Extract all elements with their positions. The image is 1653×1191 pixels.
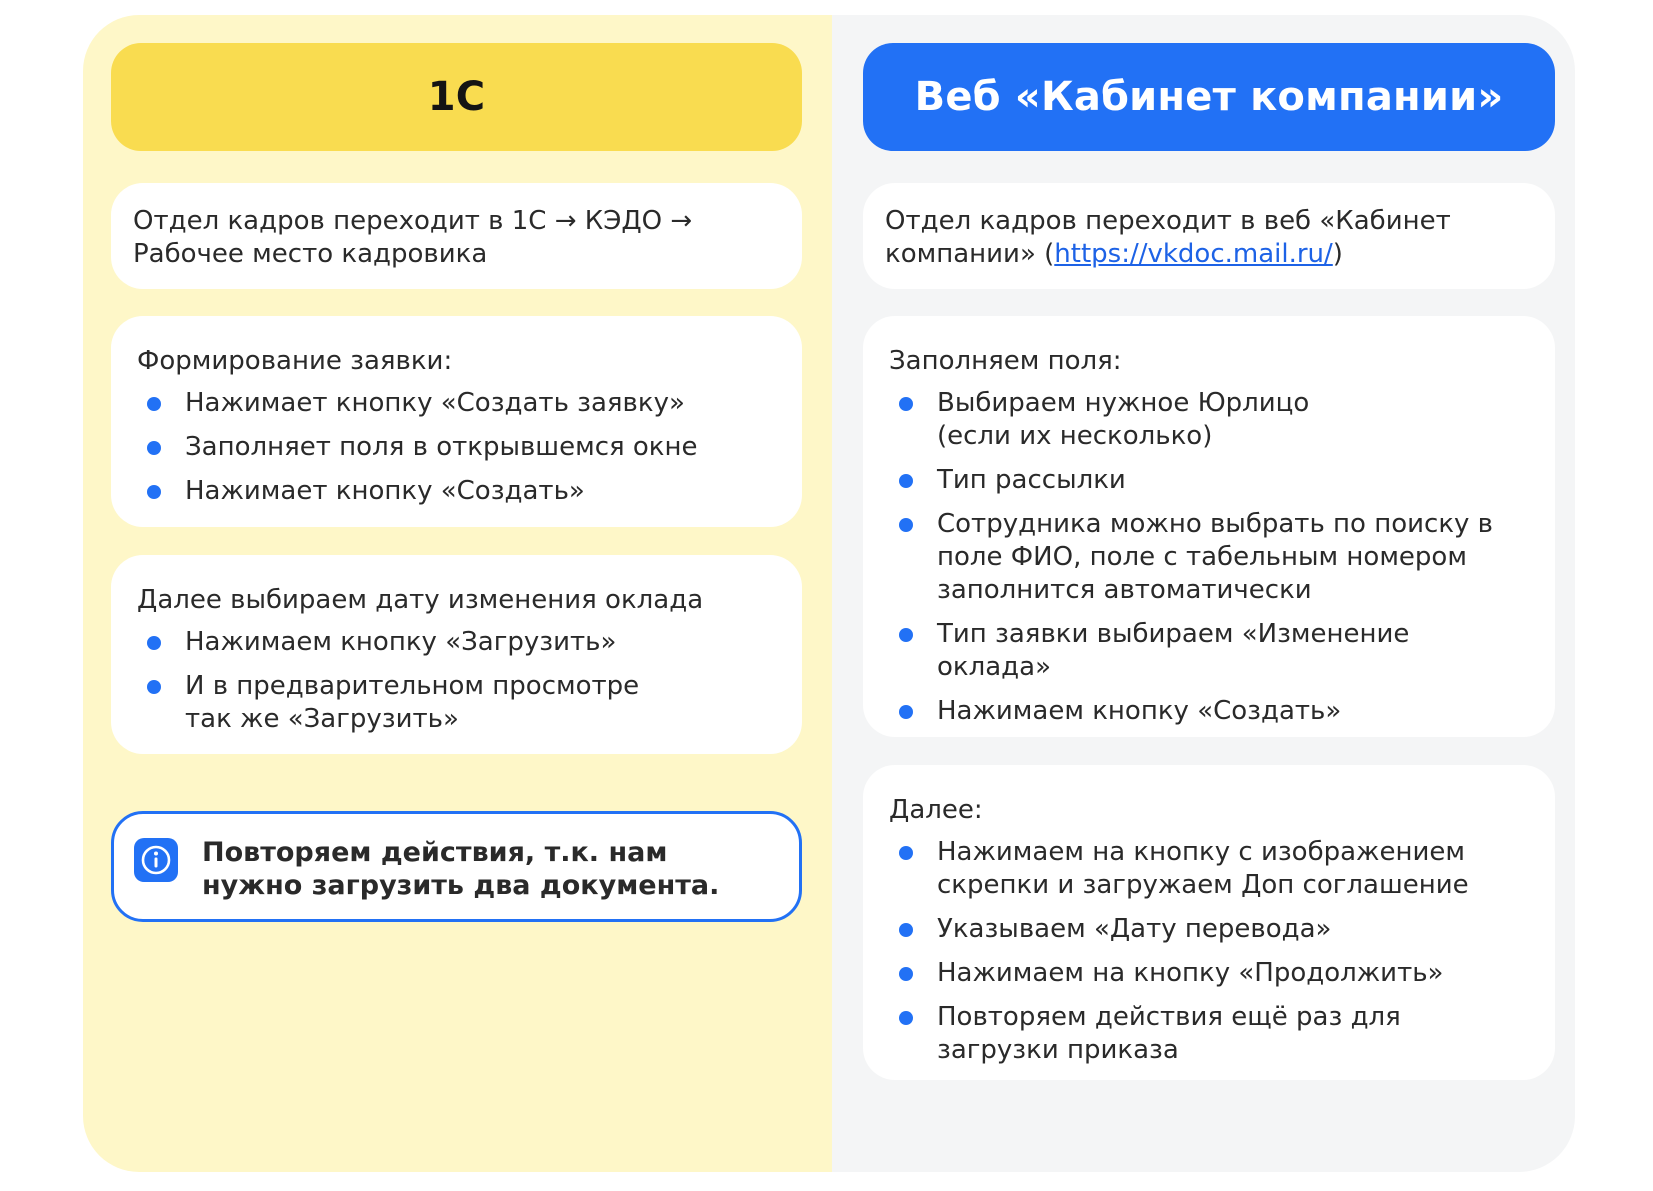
bullet-list xyxy=(137,626,778,736)
navigation-text: Отдел кадров переходит в веб «Кабинет компании» (https://vkdoc.mail.ru/) xyxy=(885,206,1451,269)
card-1c-navigation xyxy=(111,183,802,289)
info-callout xyxy=(111,811,802,922)
column-1c xyxy=(83,15,832,1172)
bullet-dot xyxy=(899,628,913,642)
card-web-navigation xyxy=(863,183,1555,289)
list-item: Нажимаем кнопку «Загрузить» xyxy=(137,626,778,659)
list-item: Указываем «Дату перевода» xyxy=(889,913,1531,946)
list-item: Выбираем нужное Юрлицо (если их несколько) xyxy=(889,387,1349,453)
column-web xyxy=(832,15,1575,1172)
bullet-dot xyxy=(899,846,913,860)
list-item: Сотрудника можно выбрать по поиску в поле ФИО, поле с табельным номером заполнится автоматически xyxy=(889,508,1499,607)
bullet-dot xyxy=(899,967,913,981)
bullet-dot xyxy=(899,518,913,532)
bullet-dot xyxy=(147,680,161,694)
list-item: Тип рассылки xyxy=(889,464,1531,497)
bullet-list xyxy=(889,387,1531,728)
list-item: Нажимаем на кнопку «Продолжить» xyxy=(889,957,1531,990)
list-item: Нажимает кнопку «Создать заявку» xyxy=(137,387,778,420)
bullet-list xyxy=(137,387,778,508)
bullet-dot xyxy=(899,705,913,719)
list-item: Нажимаем кнопку «Создать» xyxy=(889,695,1531,728)
list-item: Тип заявки выбираем «Изменение оклада» xyxy=(889,618,1449,684)
list-item: Нажимаем на кнопку с изображением скрепки и загружаем Доп соглашение xyxy=(889,836,1499,902)
list-item: Заполняет поля в открывшемся окне xyxy=(137,431,778,464)
list-item: Повторяем действия ещё раз для загрузки приказа xyxy=(889,1001,1429,1067)
card-1c-upload xyxy=(111,555,802,754)
card-lead: Далее: xyxy=(889,795,983,825)
info-icon xyxy=(134,838,178,882)
list-item: Нажимает кнопку «Создать» xyxy=(137,475,778,508)
comparison-frame xyxy=(83,15,1575,1172)
bullet-dot xyxy=(147,441,161,455)
card-web-fields xyxy=(863,316,1555,737)
bullet-dot xyxy=(899,923,913,937)
navigation-text: Отдел кадров переходит в 1С → КЭДО → Рабочее место кадровика xyxy=(133,206,693,269)
bullet-dot xyxy=(147,485,161,499)
bullet-dot xyxy=(899,474,913,488)
header-1c: 1С xyxy=(111,43,802,151)
card-web-next xyxy=(863,765,1555,1080)
bullet-list xyxy=(889,836,1531,1067)
card-1c-request xyxy=(111,316,802,527)
card-lead: Формирование заявки: xyxy=(137,346,453,376)
card-lead: Далее выбираем дату изменения оклада xyxy=(137,585,704,615)
header-web-cabinet: Веб «Кабинет компании» xyxy=(863,43,1555,151)
vkdoc-link[interactable]: https://vkdoc.mail.ru/ xyxy=(1054,239,1333,269)
bullet-dot xyxy=(899,1011,913,1025)
list-item: И в предварительном просмотре так же «Загрузить» xyxy=(137,670,667,736)
bullet-dot xyxy=(899,397,913,411)
bullet-dot xyxy=(147,397,161,411)
bullet-dot xyxy=(147,636,161,650)
card-lead: Заполняем поля: xyxy=(889,346,1122,376)
info-text: Повторяем действия, т.к. нам нужно загрузить два документа. xyxy=(202,837,720,901)
